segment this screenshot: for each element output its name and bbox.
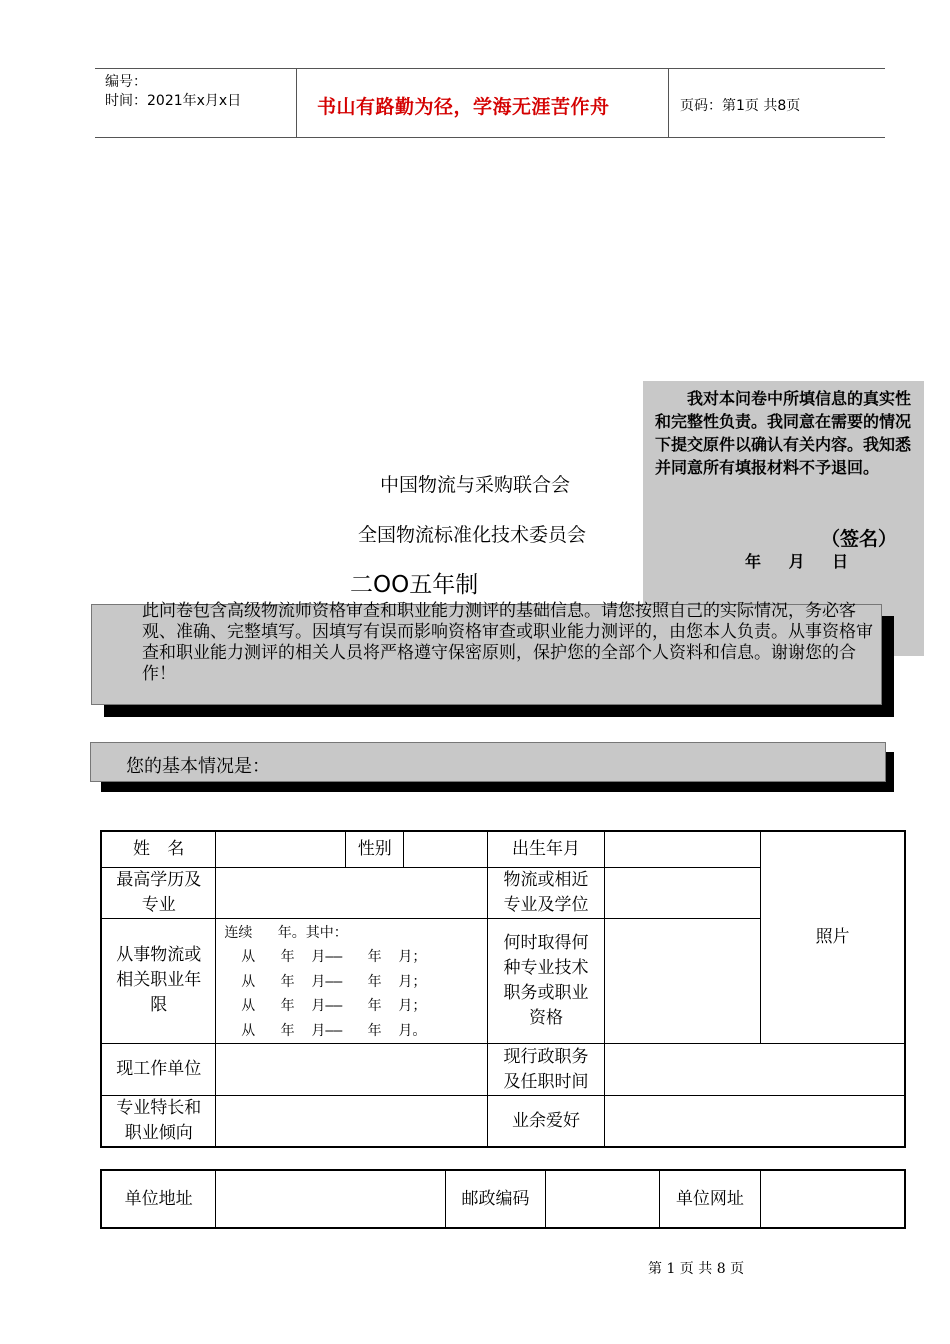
section-heading xyxy=(90,742,886,782)
name-label: 姓 名 xyxy=(101,831,216,867)
postcode-field[interactable] xyxy=(546,1170,660,1228)
website-label: 单位网址 xyxy=(660,1170,761,1228)
years-line: 从 年 月—— 年 月； xyxy=(224,949,427,965)
doc-time-label: 时间：2021年x月x日 xyxy=(105,93,242,109)
employer-info-table xyxy=(100,1169,906,1229)
declaration-signature: （签名） xyxy=(821,528,898,550)
qualification-field[interactable] xyxy=(604,918,760,1044)
logistics-degree-label: 物流或相近专业及学位 xyxy=(488,867,605,918)
page-header xyxy=(95,68,885,138)
issue-year: 二OO五年制 xyxy=(350,572,479,598)
website-field[interactable] xyxy=(760,1170,905,1228)
header-meta xyxy=(105,73,241,111)
years-line: 连续 年。其中： xyxy=(224,924,348,941)
position-label: 现行政职务及任职时间 xyxy=(488,1044,605,1096)
birth-field[interactable] xyxy=(604,831,760,867)
hobby-label: 业余爱好 xyxy=(488,1096,605,1148)
birth-label: 出生年月 xyxy=(488,831,605,867)
photo-cell[interactable]: 照片 xyxy=(761,831,905,1044)
basic-info-table xyxy=(100,830,906,1148)
years-line: 从 年 月—— 年 月。 xyxy=(224,1022,427,1039)
employer-label: 现工作单位 xyxy=(101,1044,216,1096)
employer-field[interactable] xyxy=(216,1044,488,1096)
position-field[interactable] xyxy=(604,1044,905,1096)
notice-box xyxy=(91,601,882,705)
header-page-info: 页码：第1页 共8页 xyxy=(680,98,801,114)
logistics-degree-field[interactable] xyxy=(604,867,760,918)
header-divider xyxy=(668,69,669,137)
issuer-org-1: 中国物流与采购联合会 xyxy=(380,474,571,496)
address-label: 单位地址 xyxy=(101,1170,216,1228)
qualification-label: 何时取得何种专业技术职务或职业资格 xyxy=(488,918,605,1044)
years-label: 从事物流或相关职业年限 xyxy=(101,918,216,1044)
header-motto: 书山有路勤为径，学海无涯苦作舟 xyxy=(317,96,610,118)
address-field[interactable] xyxy=(216,1170,445,1228)
years-line: 从 年 月—— 年 月； xyxy=(224,973,427,990)
years-field[interactable] xyxy=(216,918,488,1044)
postcode-label: 邮政编码 xyxy=(445,1170,546,1228)
doc-number-label: 编号： xyxy=(105,74,147,90)
declaration-text: 我对本问卷中所填信息的真实性和完整性负责。我同意在需要的情况下提交原件以确认有关内容。我知悉并同意所有填报材料不予退回。 xyxy=(655,389,912,477)
education-field[interactable] xyxy=(216,867,488,918)
header-divider xyxy=(296,69,297,137)
gender-label: 性别 xyxy=(346,831,404,867)
issuer-org-2: 全国物流标准化技术委员会 xyxy=(358,524,587,546)
name-field[interactable] xyxy=(216,831,346,867)
years-line: 从 年 月—— 年 月； xyxy=(224,998,427,1014)
gender-field[interactable] xyxy=(404,831,488,867)
section-title: 您的基本情况是： xyxy=(126,756,270,777)
specialty-label: 专业特长和职业倾向 xyxy=(101,1096,216,1148)
page-footer: 第 1 页 共 8 页 xyxy=(648,1261,745,1277)
declaration-date: 年 月 日 xyxy=(745,552,849,571)
education-label: 最高学历及专业 xyxy=(101,867,216,918)
specialty-field[interactable] xyxy=(216,1096,488,1148)
notice-text: 此问卷包含高级物流师资格审查和职业能力测评的基础信息。请您按照自己的实际情况，务必客观、准确、完整填写。因填写有误而影响资格审查或职业能力测评的，由您本人负责。从事资格审查和职业能力测评的相关人员将严格遵守保密原则，保护您的全部个人资料和信息。谢谢您的合作！ xyxy=(142,601,873,684)
hobby-field[interactable] xyxy=(604,1096,905,1148)
